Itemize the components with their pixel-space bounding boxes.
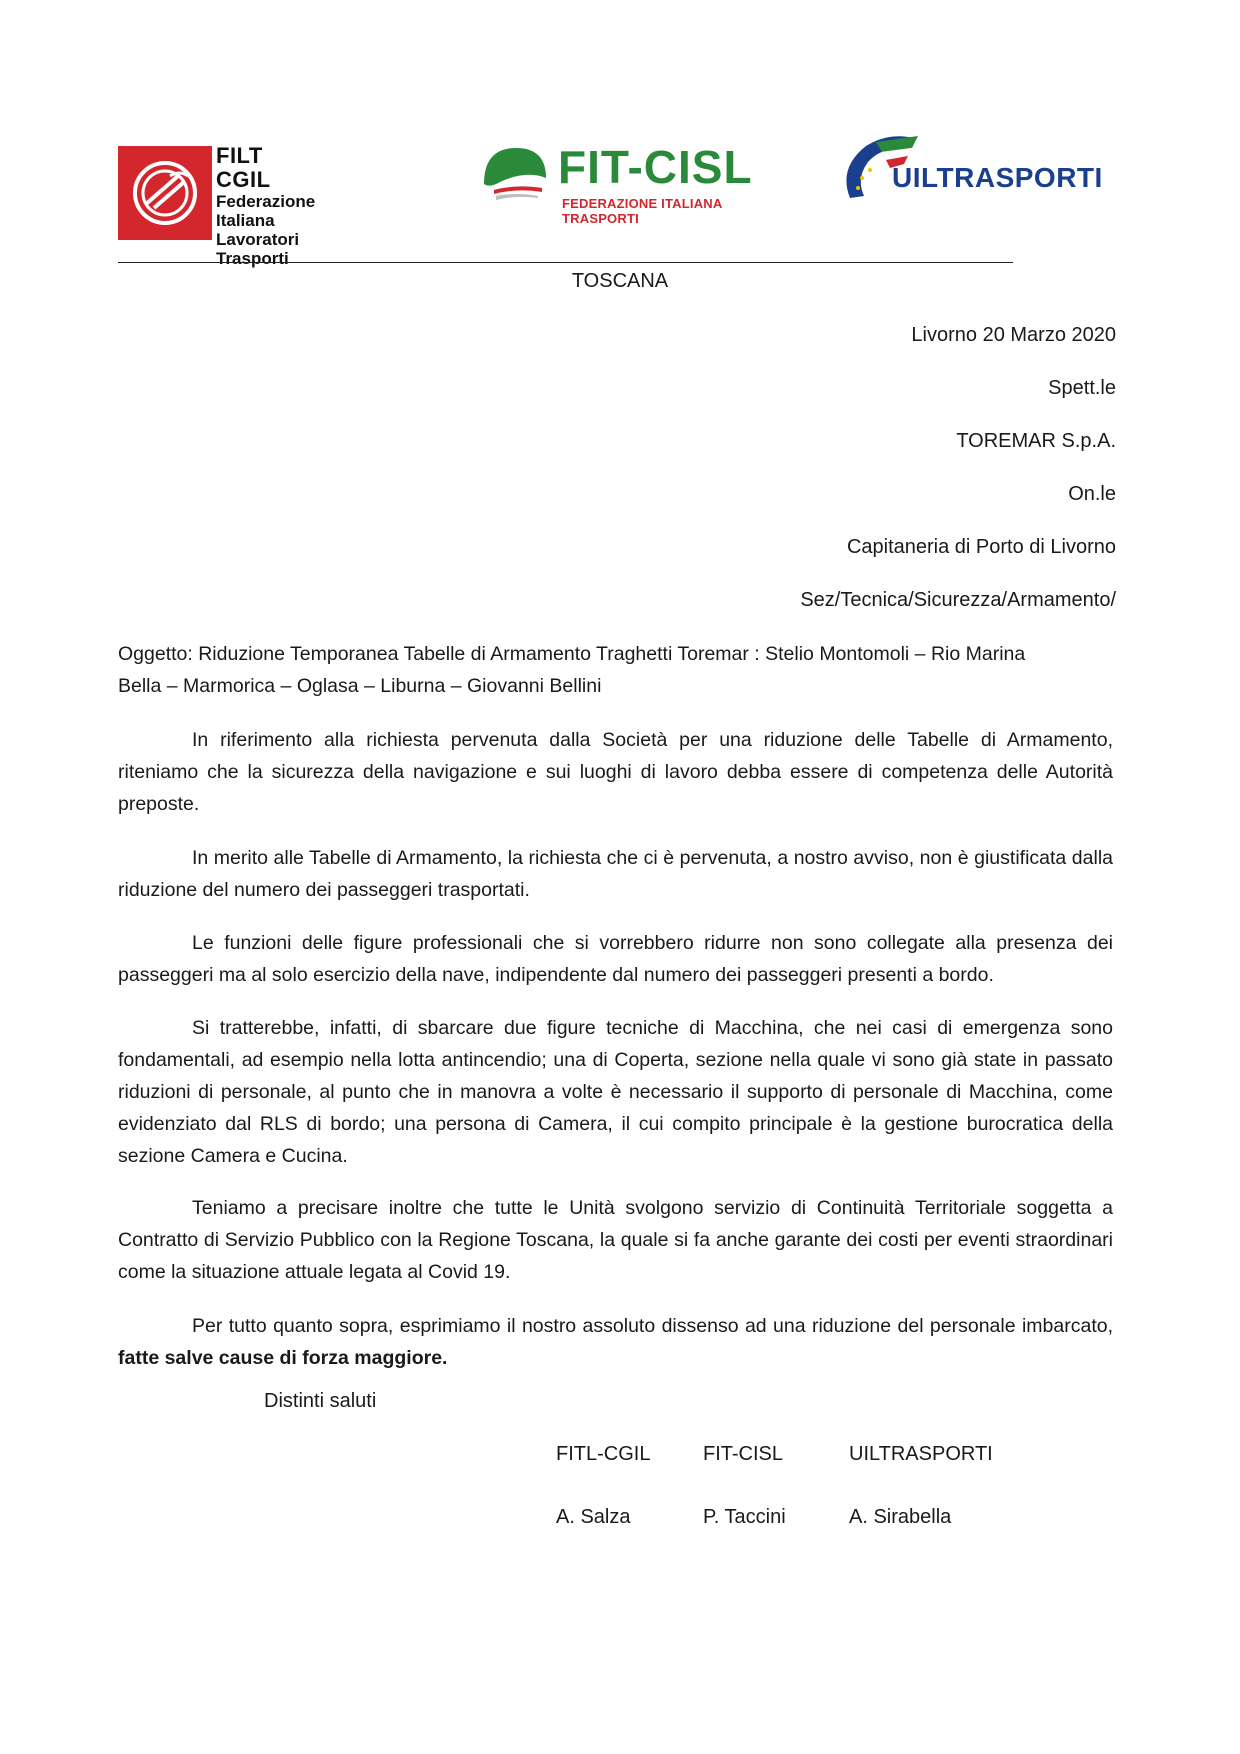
fit-cisl-title: FIT-CISL <box>558 141 753 193</box>
final-paragraph-bold: fatte salve cause di forza maggiore. <box>118 1347 448 1369</box>
header-rule <box>118 262 1013 263</box>
signature-name: P. Taccini <box>703 1506 786 1528</box>
subject <box>118 638 1113 702</box>
recipient-line: Sez/Tecnica/Sicurezza/Armamento/ <box>800 589 1116 611</box>
body-paragraph: In merito alle Tabelle di Armamento, la richiesta che ci è pervenuta, a nostro avviso, non è giustificata dalla riduzione del numero dei passeggeri trasportati. <box>118 847 1113 901</box>
subject-line-2: Bella – Marmorica – Oglasa – Liburna – Giovanni Bellini <box>118 675 602 697</box>
signature-org: FITL-CGIL <box>556 1443 651 1465</box>
region-label: TOSCANA <box>571 270 669 292</box>
subject-line-1: Oggetto: Riduzione Temporanea Tabelle di Armamento Traghetti Toremar : Stelio Montomoli – Rio Marina <box>118 643 1026 665</box>
filt-cgil-wordmark: FILT CGIL Federazione Italiana Lavoratori Trasporti <box>216 143 316 268</box>
body-paragraph: Si tratterebbe, infatti, di sbarcare due figure tecniche di Macchina, che nei casi di emergenza sono fondamentali, ad esempio nella lotta antincendio; una di Coperta, sezione nella quale vi sono già state in passato riduzioni di personale, al punto che in manovra a volte è necessario il supporto di personale di Macchina, come evidenziato dal RLS di bordo; una persona di Camera, il cui compito principale è la gestione burocratica della sezione Camera e Cucina. <box>118 1017 1113 1167</box>
recipient-line: TOREMAR S.p.A. <box>956 430 1116 452</box>
uiltrasporti-logo <box>836 128 1103 220</box>
closing: Distinti saluti <box>264 1390 377 1412</box>
recipient-line: On.le <box>1068 483 1116 505</box>
signature-name: A. Salza <box>556 1506 631 1528</box>
fit-cisl-subtitle: FEDERAZIONE ITALIANA TRASPORTI <box>562 196 722 226</box>
filt-cgil-logo <box>118 143 318 268</box>
body-paragraph: Le funzioni delle figure professionali che si vorrebbero ridurre non sono collegate alla presenza dei passeggeri ma al solo esercizio della nave, indipendente dal numero dei passeggeri presenti a bordo. <box>118 932 1113 986</box>
body-paragraph: In riferimento alla richiesta pervenuta dalla Società per una riduzione delle Tabelle di Armamento, riteniamo che la sicurezza della navigazione e sui luoghi di lavoro debba essere di competenza delle Autorità preposte. <box>118 729 1113 815</box>
final-paragraph-text: Per tutto quanto sopra, esprimiamo il nostro assoluto dissenso ad una riduzione del personale imbarcato, <box>192 1315 1113 1337</box>
body-paragraph: Teniamo a precisare inoltre che tutte le Unità svolgono servizio di Continuità Territoriale soggetta a Contratto di Servizio Pubblico con la Regione Toscana, la quale si fa anche garante dei costi per eventi straordinari come la situazione attuale legata al Covid 19. <box>118 1197 1113 1283</box>
final-paragraph <box>118 1310 1113 1374</box>
uiltrasporti-title: UILTRASPORTI <box>892 162 1103 193</box>
fit-cisl-emblem <box>480 144 550 210</box>
recipient-line: Capitaneria di Porto di Livorno <box>846 536 1116 558</box>
signature-name: A. Sirabella <box>849 1506 952 1528</box>
signature-org: UILTRASPORTI <box>849 1443 993 1465</box>
fit-cisl-logo <box>480 141 760 226</box>
place-date: Livorno 20 Marzo 2020 <box>911 324 1116 346</box>
signature-org: FIT-CISL <box>703 1443 784 1465</box>
recipient-line: Spett.le <box>1048 377 1116 399</box>
filt-cgil-emblem <box>118 146 212 240</box>
